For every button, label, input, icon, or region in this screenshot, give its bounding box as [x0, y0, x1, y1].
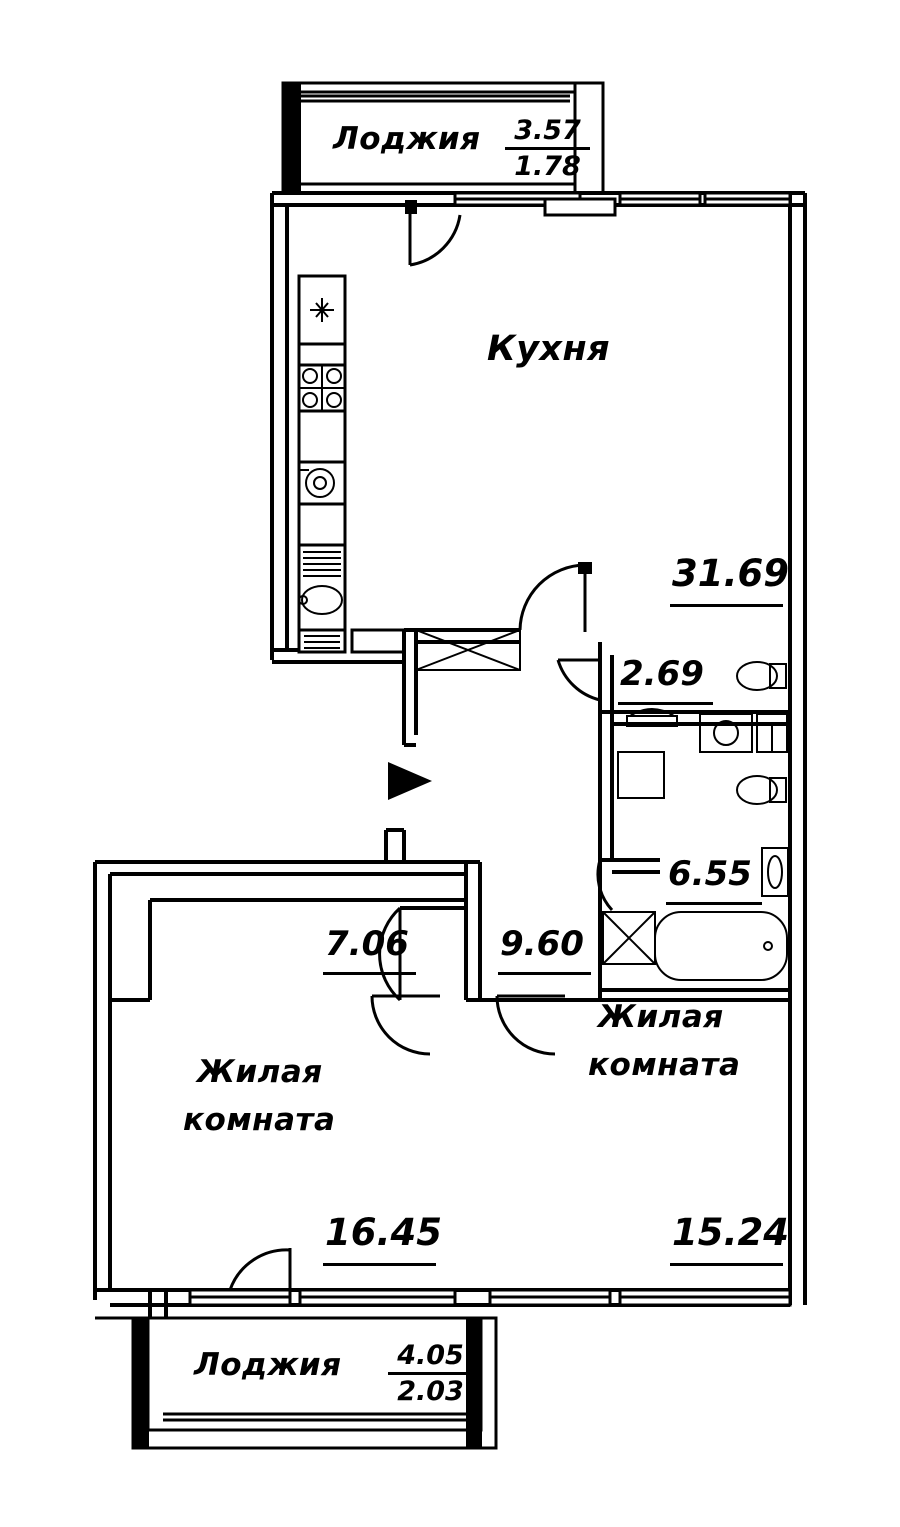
door-living-left [372, 996, 440, 1054]
area-underline-wc [618, 702, 713, 705]
fraction-bar [505, 147, 590, 150]
area-hall: 7.06 [325, 924, 409, 964]
room-label-kitchen: Кухня [487, 329, 611, 369]
room-label-loggia-top: Лоджия [333, 121, 481, 157]
area-wc: 2.69 [620, 654, 704, 694]
bath-hatch [603, 912, 655, 964]
door-loggia-top [405, 200, 460, 265]
kitchen-fixtures [299, 276, 404, 652]
area-underline-living-right [670, 1263, 783, 1266]
door-bath [598, 860, 612, 910]
loggia-bottom-area-counted: 2.03 [397, 1376, 464, 1408]
area-bathroom: 6.55 [668, 854, 752, 894]
loggia-bottom-area-total: 4.05 [397, 1340, 464, 1371]
niche-hatch [416, 630, 520, 670]
area-fraction-loggia-top [505, 115, 590, 182]
area-underline-bathroom [666, 902, 762, 905]
door-living-right [497, 996, 565, 1054]
area-corridor: 9.60 [500, 924, 584, 964]
room-label-loggia-bottom: Лоджия [194, 1347, 342, 1383]
entrance-direction-triangle [388, 762, 432, 800]
area-underline-living-left [323, 1263, 436, 1266]
door-loggia-bottom [230, 1248, 290, 1292]
windows-bottom [190, 1290, 790, 1305]
area-underline-kitchen [670, 604, 783, 607]
loggia-top-area-total: 3.57 [514, 115, 581, 146]
room-label-living-left-line1: Жилая [197, 1054, 323, 1090]
room-label-living-right-line1: Жилая [598, 999, 724, 1035]
wc-fixtures [618, 662, 788, 980]
area-underline-hall [323, 972, 416, 975]
area-living-left: 16.45 [325, 1211, 443, 1254]
room-label-living-left-line2: комната [183, 1102, 336, 1138]
door-kitchen [520, 562, 592, 632]
door-wc [558, 660, 600, 700]
loggia-top-area-counted: 1.78 [514, 151, 581, 183]
area-living-right: 15.24 [672, 1211, 790, 1254]
fraction-bar [388, 1372, 473, 1375]
windows-top [455, 193, 790, 215]
area-underline-corridor [498, 972, 591, 975]
area-fraction-loggia-bottom [388, 1340, 473, 1407]
area-kitchen: 31.69 [672, 552, 790, 595]
room-label-living-right-line2: комната [588, 1047, 741, 1083]
wet-rooms [600, 642, 790, 1000]
